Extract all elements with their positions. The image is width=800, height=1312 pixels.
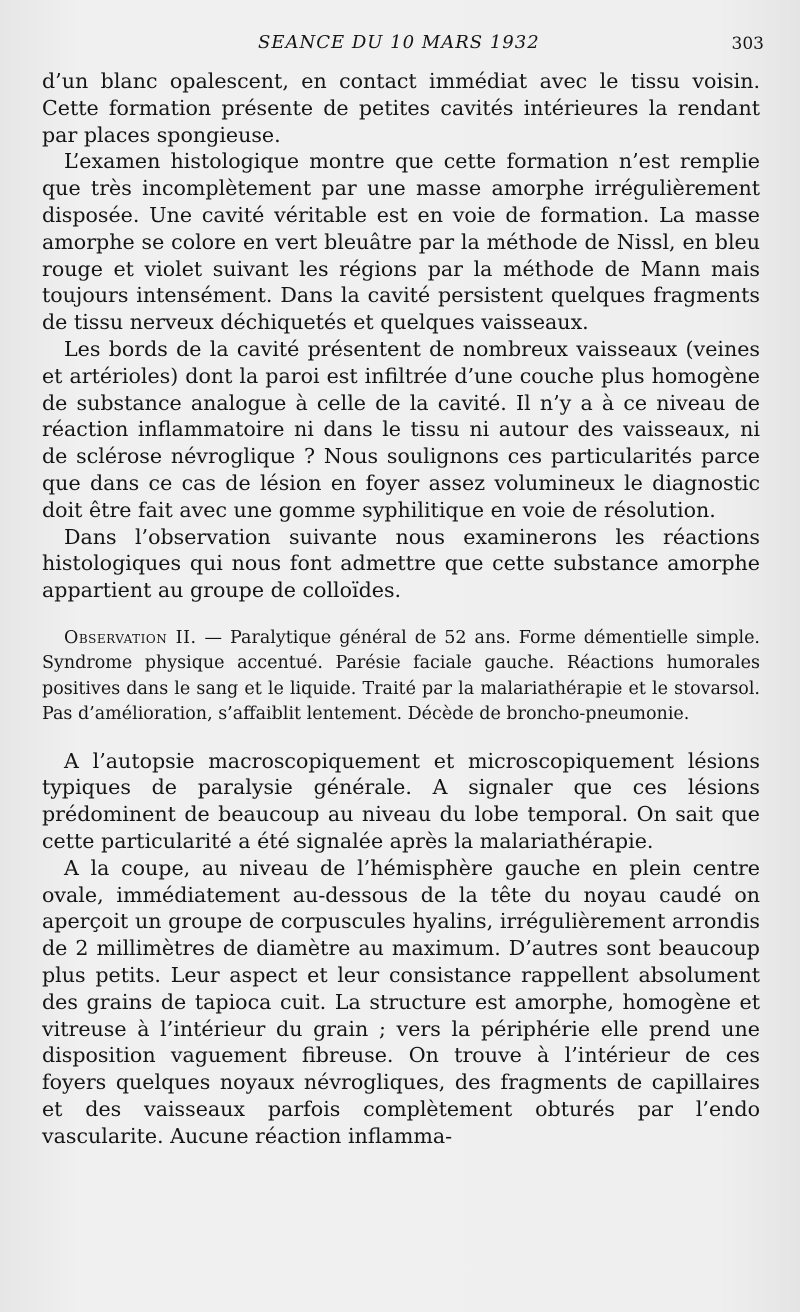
observation-block (42, 626, 760, 728)
observation-title: Observation II. (64, 627, 197, 648)
observation-text: — Paralytique général de 52 ans. Forme démentielle simple. Syndrome physique accentué. Parésie faciale gauche. Réactions humorales positives dans le sang et le liquide. Traité par la malariathérapie et le stovarsol. Pas d’amélioration, s’affaiblit lentement. Décède de broncho-pneumonie. (42, 627, 760, 725)
page-header (42, 28, 764, 68)
page-number: 303 (731, 34, 764, 54)
paragraph-transition: Dans l’observation suivante nous examinerons les réactions histologiques qui nous font admettre que cette substance amorphe appartient au groupe de colloïdes. (42, 524, 760, 603)
paragraph-continuation: d’un blanc opalescent, en contact immédiat avec le tissu voisin. Cette formation présente de petites cavités intérieures la rendant par places spongieuse. (42, 69, 760, 147)
paragraph-cavity-borders: Les bords de la cavité présentent de nombreux vaisseaux (veines et artérioles) dont la paroi est infiltrée d’une couche plus homogène de substance analogue à celle de la cavité. Il n’y a à ce niveau de réaction inflammatoire ni dans le tissu ni autour des vaisseaux, ni de sclérose névroglique ? Nous soulignons ces particularités parce que dans ce cas de lésion en foyer assez volumineux le diagnostic doit être fait avec une gomme syphilitique en voie de résolution. (42, 336, 760, 522)
paragraph-histology: L’examen histologique montre que cette formation n’est remplie que très incomplètement par une masse amorphe irrégulièrement disposée. Une cavité véritable est en voie de formation. La masse amorphe se colore en vert bleuâtre par la méthode de Nissl, en bleu rouge et violet suivant les régions par la méthode de Mann mais toujours intensément. Dans la cavité persistent quelques fragments de tissu nerveux déchiquetés et quelques vaisseaux. (42, 149, 760, 335)
paragraph-section: A la coupe, au niveau de l’hémisphère gauche en plein centre ovale, immédiatement au-dessous de la tête du noyau caudé on aperçoit un groupe de corpuscules hyalins, irrégulièrement arrondis de 2 millimètres de diamètre au maximum. D’autres sont beaucoup plus petits. Leur aspect et leur consistance rappellent absolument des grains de tapioca cuit. La structure est amorphe, homogène et vitreuse à l’intérieur du grain ; vers la périphérie elle prend une disposition vaguement fibreuse. On trouve à l’intérieur de ces foyers quelques noyaux névrogliques, des fragments de capillaires et des vaisseaux parfois complètement obturés par l’endo vascularite. Aucune réaction inflamma- (42, 855, 760, 1148)
paragraph-autopsy: A l’autopsie macroscopiquement et microscopiquement lésions typiques de paralysie générale. A signaler que ces lésions prédominent de beaucoup au niveau du lobe temporal. On sait que cette particularité a été signalée après la malariathérapie. (42, 748, 760, 853)
running-title: SEANCE DU 10 MARS 1932 (258, 32, 540, 53)
